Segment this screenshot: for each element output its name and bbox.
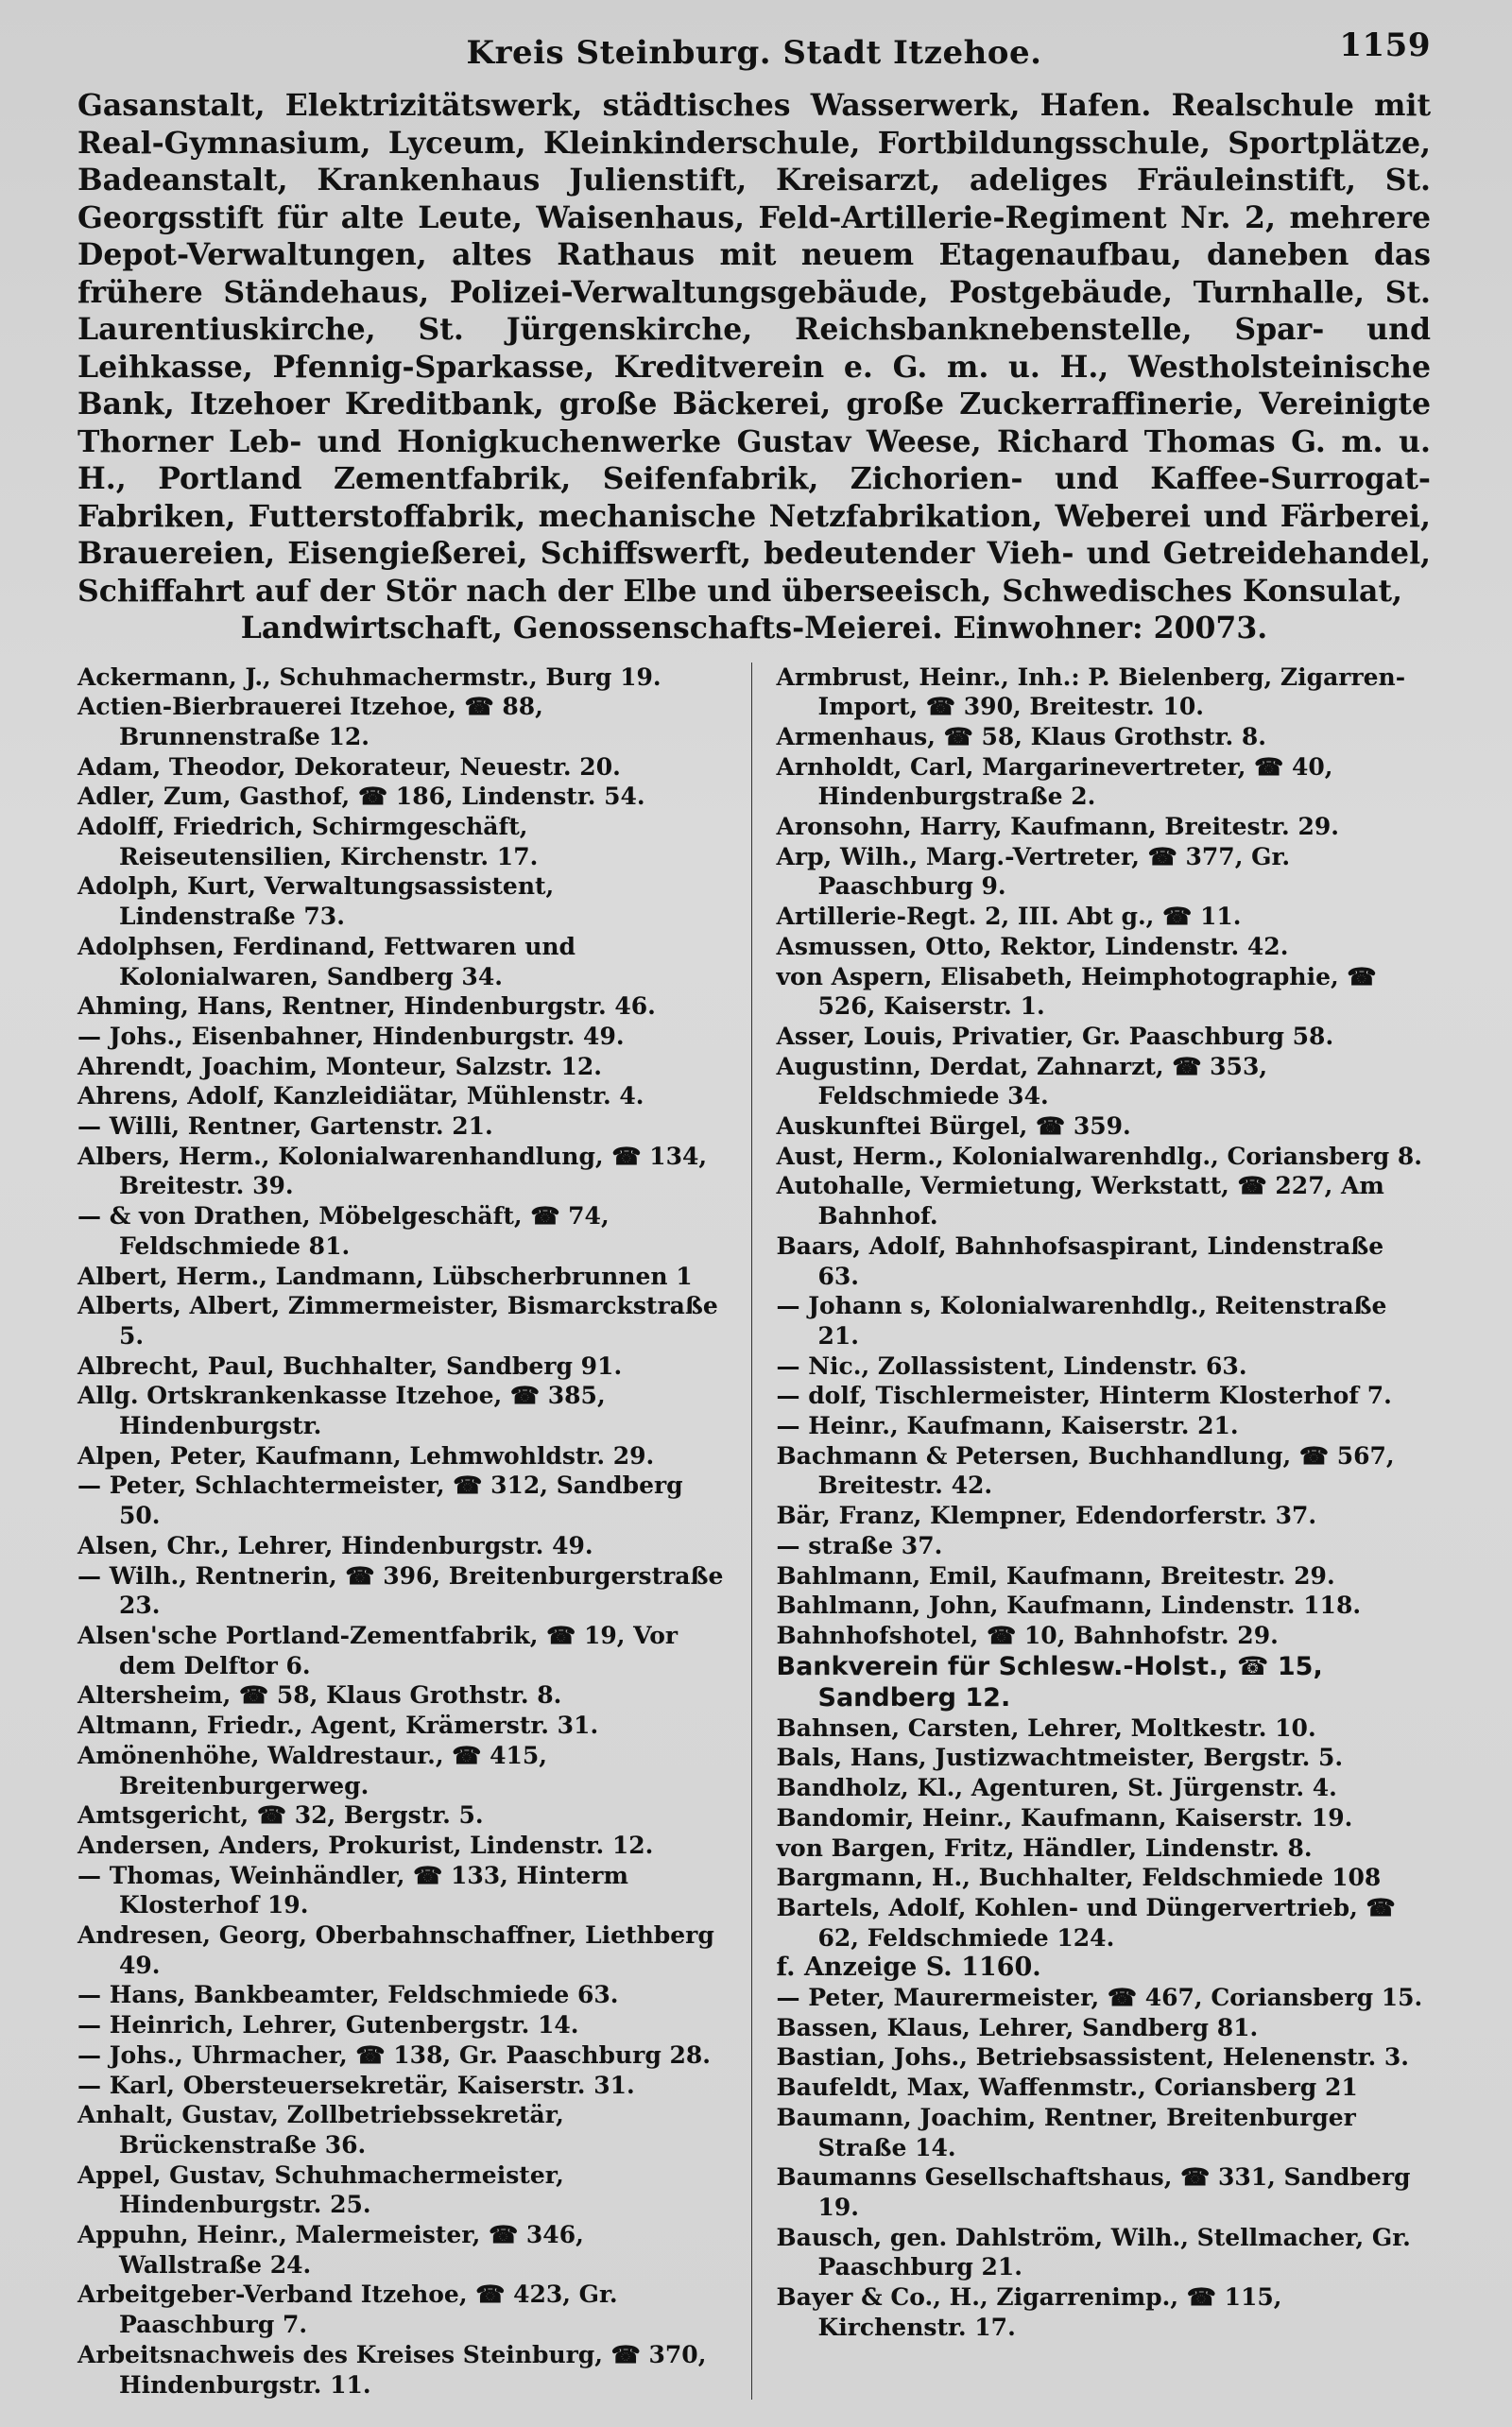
directory-entry: Asser, Louis, Privatier, Gr. Paaschburg 58. — [776, 1022, 1334, 1050]
directory-entry: Bartels, Adolf, Kohlen- und Düngervertrieb, ☎ 62, Feldschmiede 124. — [776, 1893, 1396, 1952]
directory-entry: Albrecht, Paul, Buchhalter, Sandberg 91. — [77, 1351, 623, 1380]
directory-entry: Bandomir, Heinr., Kaufmann, Kaiserstr. 19. — [776, 1803, 1353, 1832]
directory-entry: Arbeitgeber-Verband Itzehoe, ☎ 423, Gr. Paaschburg 7. — [77, 2281, 618, 2339]
town-description-text: Gasanstalt, Elektrizitätswerk, städtisches Wasserwerk, Hafen. Realschule mit Real-Gymnasium, Lyceum, Kleinkinderschule, Fortbildungsschule, Sportplätze, Badeanstalt, Krankenhaus Julienstift, Kreisarzt, adeliges Fräuleinstift, St. Georgsstift für alte Leute, Waisenhaus, Feld-Artillerie-Regiment Nr. 2, mehrere Depot-Verwaltungen, altes Rathaus mit neuem Etagenaufbau, daneben das frühere Ständehaus, Polizei-Verwaltungsgebäude, Postgebäude, Turnhalle, St. Laurentiuskirche, St. Jürgenskirche, Reichsbanknebenstelle, Spar- und Leihkasse, Pfennig-Sparkasse, Kreditverein e. G. m. u. H., Westholsteinische Bank, Itzehoer Kreditbank, große Bäckerei, große Zuckerraffinerie, Vereinigte Thorner Leb- und Honigkuchenwerke Gustav Weese, Richard Thomas G. m. u. H., Portland Zementfabrik, Seifenfabrik, Zichorien- und Kaffee-Surrogat-Fabriken, Futterstoffabrik, mechanische Netzfabrikation, Weberei und Färberei, Brauereien, Eisengießerei, Schiffswerft, bedeutender Vieh- und Getreidehandel, Schiffahrt auf der Stör nach der Elbe und überseeisch, Schwedisches Konsulat, — [77, 88, 1431, 609]
directory-entry: Baumanns Gesellschaftshaus, ☎ 331, Sandberg 19. — [776, 2163, 1411, 2221]
directory-entry: Adam, Theodor, Dekorateur, Neuestr. 20. — [77, 752, 621, 781]
directory-entry: von Bargen, Fritz, Händler, Lindenstr. 8. — [776, 1833, 1313, 1862]
directory-entry: Arbeitsnachweis des Kreises Steinburg, ☎ 370, Hindenburgstr. 11. — [77, 2340, 707, 2399]
page-number: 1159 — [1339, 26, 1431, 64]
directory-entry: Amönenhöhe, Waldrestaur., ☎ 415, Breitenburgerweg. — [77, 1741, 547, 1799]
town-description-last-line: Landwirtschaft, Genossenschafts-Meierei. Einwohner: 20073. — [240, 611, 1268, 645]
directory-entry: Andresen, Georg, Oberbahnschaffner, Liethberg 49. — [77, 1921, 714, 1979]
directory-entry: — & von Drathen, Möbelgeschäft, ☎ 74, Feldschmiede 81. — [77, 1202, 610, 1260]
directory-entry: Baumann, Joachim, Rentner, Breitenburger Straße 14. — [776, 2103, 1356, 2161]
directory-entry: Artillerie-Regt. 2, III. Abt g., ☎ 11. — [776, 903, 1242, 931]
page-title: Kreis Steinburg. Stadt Itzehoe. — [466, 34, 1042, 72]
directory-entry: Bassen, Klaus, Lehrer, Sandberg 81. — [776, 2013, 1259, 2041]
directory-entry: Baars, Adolf, Bahnhofsaspirant, Lindenstraße 63. — [776, 1231, 1384, 1290]
directory-entry: — Willi, Rentner, Gartenstr. 21. — [77, 1112, 493, 1141]
directory-entry: Asmussen, Otto, Rektor, Lindenstr. 42. — [776, 932, 1289, 960]
directory-entry: Bayer & Co., H., Zigarrenimp., ☎ 115, Kirchenstr. 17. — [776, 2283, 1282, 2341]
directory-entry: — straße 37. — [776, 1531, 943, 1559]
directory-entry: von Aspern, Elisabeth, Heimphotographie, ☎ 526, Kaiserstr. 1. — [776, 962, 1377, 1021]
directory-entry: Bär, Franz, Klempner, Edendorferstr. 37. — [776, 1502, 1317, 1530]
directory-entry: — Peter, Schlachtermeister, ☎ 312, Sandberg 50. — [77, 1472, 683, 1530]
directory-entry: Adolff, Friedrich, Schirmgeschäft, Reiseutensilien, Kirchenstr. 17. — [77, 813, 539, 870]
town-description — [77, 87, 1431, 647]
page-header — [77, 25, 1431, 81]
directory-entry: Arp, Wilh., Marg.-Vertreter, ☎ 377, Gr. Paaschburg 9. — [776, 842, 1291, 901]
directory-columns — [77, 663, 1431, 2401]
directory-entry: Bahnhofshotel, ☎ 10, Bahnhofstr. 29. — [776, 1622, 1279, 1649]
directory-entry: Ahrendt, Joachim, Monteur, Salzstr. 12. — [77, 1052, 602, 1080]
directory-entry: Ahrens, Adolf, Kanzleidiätar, Mühlenstr. 4. — [77, 1082, 644, 1110]
directory-entry: Bastian, Johs., Betriebsassistent, Helenenstr. 3. — [776, 2043, 1410, 2072]
directory-entry: — Karl, Obersteuersekretär, Kaiserstr. 31. — [77, 2071, 635, 2099]
directory-entry: Bargmann, H., Buchhalter, Feldschmiede 108 — [776, 1864, 1382, 1892]
directory-entry: Appuhn, Heinr., Malermeister, ☎ 346, Wallstraße 24. — [77, 2221, 584, 2279]
directory-entry: — Heinrich, Lehrer, Gutenbergstr. 14. — [77, 2011, 579, 2040]
directory-entry: Bahnsen, Carsten, Lehrer, Moltkestr. 10. — [776, 1713, 1316, 1742]
directory-entry: — dolf, Tischlermeister, Hinterm Klosterhof 7. — [776, 1382, 1392, 1410]
directory-entry: Bahlmann, Emil, Kaufmann, Breitestr. 29. — [776, 1561, 1335, 1590]
directory-entry: — Johs., Uhrmacher, ☎ 138, Gr. Paaschburg 28. — [77, 2040, 712, 2069]
directory-entry: Aust, Herm., Kolonialwarenhdlg., Coriansberg 8. — [776, 1142, 1423, 1170]
directory-entry: — Johs., Eisenbahner, Hindenburgstr. 49. — [77, 1022, 625, 1050]
directory-entry: Albers, Herm., Kolonialwarenhandlung, ☎ 134, Breitestr. 39. — [77, 1142, 708, 1200]
directory-entry: Baufeldt, Max, Waffenmstr., Coriansberg 21 — [776, 2074, 1358, 2102]
directory-entry: — Nic., Zollassistent, Lindenstr. 63. — [776, 1351, 1247, 1380]
directory-entry: Andersen, Anders, Prokurist, Lindenstr. 12. — [77, 1831, 654, 1859]
directory-entry: Ahming, Hans, Rentner, Hindenburgstr. 46. — [77, 992, 656, 1021]
directory-entry: Autohalle, Vermietung, Werkstatt, ☎ 227, Am Bahnhof. — [776, 1172, 1384, 1231]
directory-entry: Appel, Gustav, Schuhmachermeister, Hindenburgstr. 25. — [77, 2160, 564, 2219]
directory-entry: — Hans, Bankbeamter, Feldschmiede 63. — [77, 1981, 619, 2009]
directory-entry: — Thomas, Weinhändler, ☎ 133, Hinterm Klosterhof 19. — [77, 1861, 628, 1919]
directory-entry: Bahlmann, John, Kaufmann, Lindenstr. 118. — [776, 1592, 1362, 1620]
directory-entry: f. Anzeige S. 1160. — [776, 1953, 1041, 1983]
directory-entry: Anhalt, Gustav, Zollbetriebssekretär, Brückenstraße 36. — [77, 2101, 564, 2159]
directory-entry: — Johann s, Kolonialwarenhdlg., Reitenstraße 21. — [776, 1292, 1387, 1350]
directory-entry: Adler, Zum, Gasthof, ☎ 186, Lindenstr. 54. — [77, 783, 645, 811]
right-column — [777, 663, 1432, 2401]
directory-entry: Armbrust, Heinr., Inh.: P. Bielenberg, Zigarren-Import, ☎ 390, Breitestr. 10. — [776, 663, 1406, 721]
directory-entry: Bandholz, Kl., Agenturen, St. Jürgenstr. 4. — [776, 1774, 1337, 1802]
directory-entry: Bachmann & Petersen, Buchhandlung, ☎ 567, Breitestr. 42. — [776, 1441, 1395, 1500]
directory-entry: Actien-Bierbrauerei Itzehoe, ☎ 88, Brunnenstraße 12. — [77, 693, 543, 750]
directory-entry: Amtsgericht, ☎ 32, Bergstr. 5. — [77, 1801, 484, 1830]
directory-entry: Alberts, Albert, Zimmermeister, Bismarckstraße 5. — [77, 1292, 718, 1350]
directory-entry: Alsen, Chr., Lehrer, Hindenburgstr. 49. — [77, 1531, 593, 1559]
directory-entry: Bausch, gen. Dahlström, Wilh., Stellmacher, Gr. Paaschburg 21. — [776, 2223, 1411, 2281]
directory-entry: Adolph, Kurt, Verwaltungsassistent, Lindenstraße 73. — [77, 872, 555, 931]
directory-entry: Augustinn, Derdat, Zahnarzt, ☎ 353, Feldschmiede 34. — [776, 1052, 1268, 1110]
directory-entry: — Wilh., Rentnerin, ☎ 396, Breitenburgerstraße 23. — [77, 1561, 724, 1620]
directory-entry: Altersheim, ☎ 58, Klaus Grothstr. 8. — [77, 1681, 562, 1710]
directory-entry: Bankverein für Schlesw.-Holst., ☎ 15, Sandberg 12. — [776, 1651, 1323, 1713]
directory-entry: Adolphsen, Ferdinand, Fettwaren und Kolonialwaren, Sandberg 34. — [77, 932, 576, 990]
directory-entry: — Heinr., Kaufmann, Kaiserstr. 21. — [776, 1412, 1239, 1440]
directory-entry: Auskunftei Bürgel, ☎ 359. — [776, 1112, 1131, 1141]
directory-entry: Armenhaus, ☎ 58, Klaus Grothstr. 8. — [776, 722, 1266, 750]
directory-entry: — Peter, Maurermeister, ☎ 467, Coriansberg 15. — [776, 1984, 1423, 2012]
directory-entry: Aronsohn, Harry, Kaufmann, Breitestr. 29. — [776, 813, 1339, 841]
left-column — [77, 663, 752, 2401]
directory-entry: Ackermann, J., Schuhmachermstr., Burg 19. — [77, 663, 662, 691]
directory-entry: Alpen, Peter, Kaufmann, Lehmwohldstr. 29. — [77, 1441, 655, 1470]
directory-entry: Altmann, Friedr., Agent, Krämerstr. 31. — [77, 1712, 599, 1740]
directory-entry: Allg. Ortskrankenkasse Itzehoe, ☎ 385, Hindenburgstr. — [77, 1382, 606, 1440]
directory-entry: Alsen'sche Portland-Zementfabrik, ☎ 19, Vor dem Delftor 6. — [77, 1622, 679, 1679]
directory-entry: Albert, Herm., Landmann, Lübscherbrunnen 1 — [77, 1262, 693, 1290]
directory-entry: Bals, Hans, Justizwachtmeister, Bergstr. 5. — [776, 1744, 1344, 1772]
directory-entry: Arnholdt, Carl, Margarinevertreter, ☎ 40, Hindenburgstraße 2. — [776, 752, 1333, 811]
